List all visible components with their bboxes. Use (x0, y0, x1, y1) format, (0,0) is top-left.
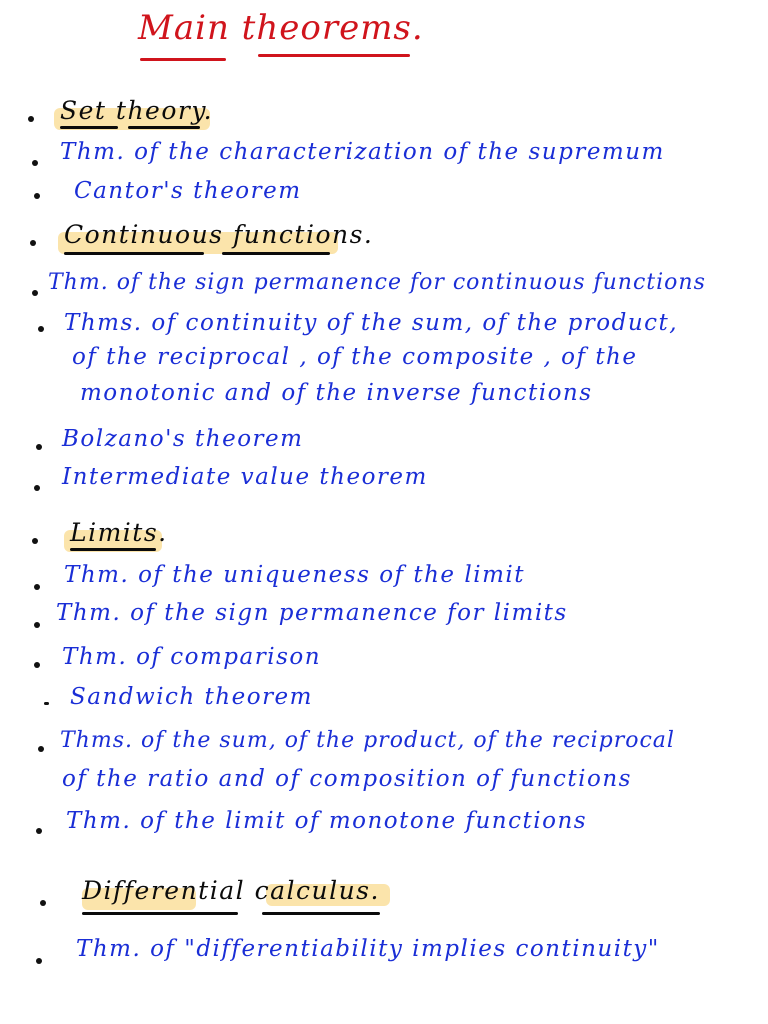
list-item-continuation: of the ratio and of composition of functions (62, 766, 632, 792)
list-item: Thm. of the sign permanence for continuous functions (48, 270, 706, 295)
section-heading-differential-calculus: Differential calculus. (82, 876, 380, 905)
list-item-continuation: monotonic and of the inverse functions (80, 380, 593, 406)
list-item: Intermediate value theorem (62, 464, 428, 490)
list-item: Sandwich theorem (70, 684, 313, 710)
bullet (28, 116, 34, 122)
title-underline-1 (140, 58, 226, 61)
bullet (40, 900, 46, 906)
bullet (38, 746, 44, 752)
list-item: Bolzano's theorem (62, 426, 304, 452)
heading-underline (128, 126, 200, 129)
list-item: Cantor's theorem (74, 178, 302, 204)
list-item: Thm. of the uniqueness of the limit (64, 562, 525, 588)
bullet (32, 290, 38, 296)
page-title: Main theorems. (138, 8, 424, 48)
bullet (36, 958, 42, 964)
list-item: Thm. of the sign permanence for limits (56, 600, 568, 626)
heading-underline (82, 912, 238, 915)
bullet (34, 662, 40, 668)
bullet (34, 584, 40, 590)
bullet (34, 485, 40, 491)
list-item: Thm. of comparison (62, 644, 322, 670)
bullet (44, 702, 49, 705)
list-item: Thm. of the limit of monotone functions (66, 808, 588, 834)
bullet (34, 622, 40, 628)
bullet (32, 538, 38, 544)
list-item: Thms. of continuity of the sum, of the product, (64, 310, 679, 336)
bullet (36, 828, 42, 834)
heading-underline (64, 252, 204, 255)
list-item-continuation: of the reciprocal , of the composite , of the (72, 344, 638, 370)
bullet (36, 444, 42, 450)
list-item: Thms. of the sum, of the product, of the reciprocal (60, 728, 675, 753)
list-item: Thm. of "differentiability implies continuity" (76, 936, 660, 962)
section-heading-set-theory: Set theory. (60, 96, 214, 125)
heading-underline (262, 912, 380, 915)
bullet (32, 160, 38, 166)
heading-underline (70, 548, 156, 551)
bullet (38, 326, 44, 332)
heading-underline (60, 126, 118, 129)
list-item: Thm. of the characterization of the supremum (60, 139, 665, 165)
section-heading-limits: Limits. (70, 518, 168, 547)
section-heading-continuous-functions: Continuous functions. (64, 220, 374, 249)
heading-underline (222, 252, 330, 255)
title-underline-2 (258, 54, 410, 57)
bullet (34, 193, 40, 199)
bullet (30, 240, 36, 246)
